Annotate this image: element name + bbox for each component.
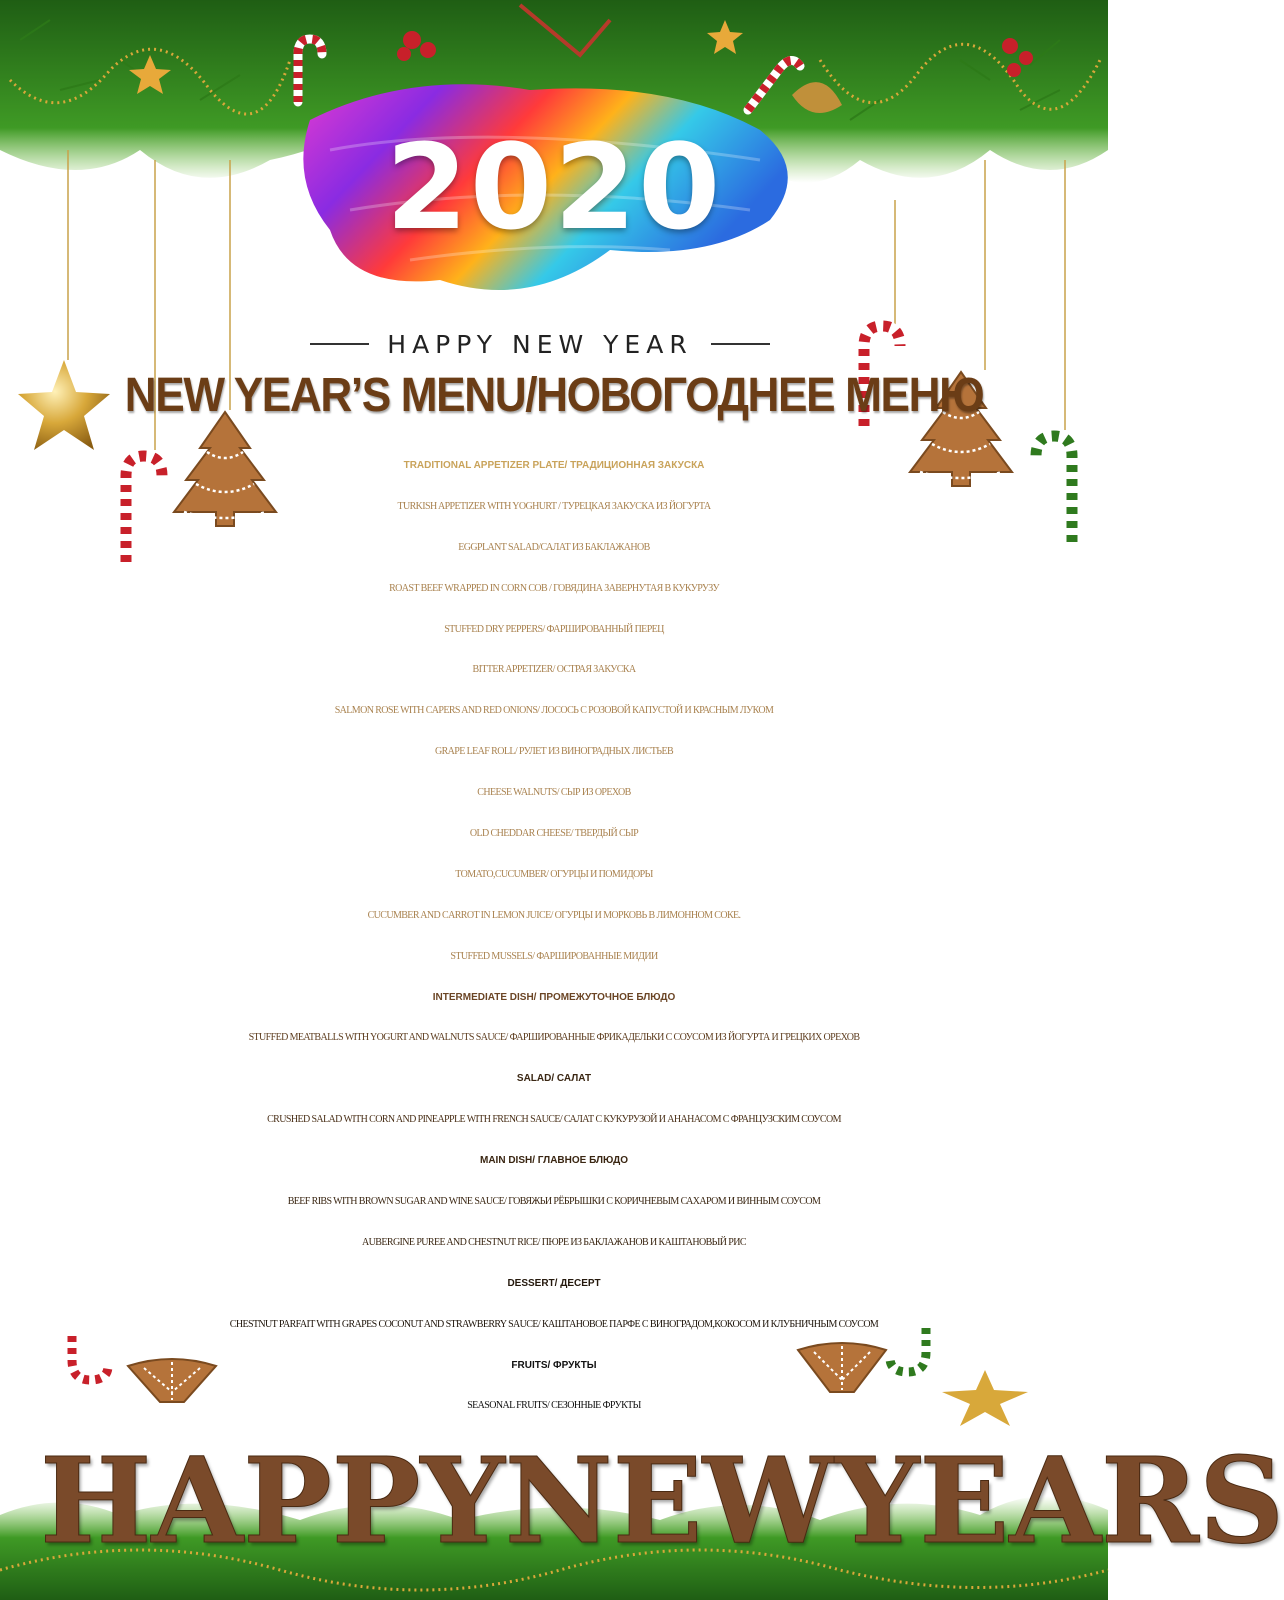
menu-section-heading: SALAD/ САЛАТ: [516, 1073, 592, 1085]
gingerbread-leaf-icon: [794, 1340, 890, 1396]
menu-item: STUFFED MEATBALLS WITH YOGURT AND WALNUTS SAUCE/ ФАРШИРОВАННЫЕ ФРИКАДЕЛЬКИ С СОУСОМ ИЗ ЙОГУРТА И ГРЕЦКИХ ОРЕХОВ: [248, 1032, 860, 1044]
menu-item: SEASONAL FRUITS/ СЕЗОННЫЕ ФРУКТЫ: [467, 1400, 641, 1412]
menu-item: BITTER APPETIZER/ ОСТРАЯ ЗАКУСКА: [472, 664, 636, 676]
menu-item: STUFFED DRY PEPPERS/ ФАРШИРОВАННЫЙ ПЕРЕЦ: [444, 623, 664, 635]
menu-item: OLD CHEDDAR CHEESE/ ТВЕРДЫЙ СЫР: [469, 828, 639, 840]
banner-letter: P: [331, 1431, 421, 1570]
star-ornament-icon: [940, 1368, 1030, 1428]
menu-item: GRAPE LEAF ROLL/ РУЛЕТ ИЗ ВИНОГРАДНЫХ ЛИСТЬЕВ: [434, 746, 674, 758]
menu-section-heading: FRUITS/ ФРУКТЫ: [511, 1359, 597, 1371]
menu-title: NEW YEAR’S MENU/НОВОГОДНЕЕ МЕНЮ: [124, 369, 984, 422]
menu-section-heading: MAIN DISH/ ГЛАВНОЕ БЛЮДО: [479, 1155, 629, 1167]
banner-letter: S: [1198, 1431, 1284, 1570]
banner-letter: R: [1100, 1431, 1199, 1570]
subtitle-text: HAPPY NEW YEAR: [387, 329, 693, 359]
candy-cane-icon: [882, 1322, 936, 1382]
banner-letter: A: [1009, 1431, 1101, 1570]
happy-new-year-subtitle: [310, 324, 770, 364]
menu-section-heading: TRADITIONAL APPETIZER PLATE/ ТРАДИЦИОННАЯ ЗАКУСКА: [403, 460, 705, 471]
banner-letter: A: [151, 1431, 244, 1570]
menu-item: CHESTNUT PARFAIT WITH GRAPES COCONUT AND STRAWBERRY SAUCE/ КАШТАНОВОЕ ПАРФЕ С ВИНОГРАДОМ,КОКОСОМ И КЛУБНИЧНЫМ СОУСОМ: [229, 1318, 879, 1330]
gingerbread-leaf-icon: [124, 1356, 220, 1406]
menu-section-heading: INTERMEDIATE DISH/ ПРОМЕЖУТОЧНОЕ БЛЮДО: [432, 991, 676, 1003]
banner-letter: Y: [835, 1431, 920, 1570]
banner-letter: E: [612, 1431, 703, 1570]
year-heading: 2020: [385, 118, 723, 256]
menu-item: CRUSHED SALAD WITH CORN AND PINEAPPLE WITH FRENCH SAUCE/ САЛАТ С КУКУРУЗОЙ И АНАНАСОМ С ФРАНЦУЗСКИМ СОУСОМ: [267, 1114, 841, 1126]
banner-letter: W: [702, 1431, 836, 1570]
banner-letter: H: [40, 1431, 152, 1570]
menu-list: [0, 446, 1108, 1427]
menu-item: BEEF RIBS WITH BROWN SUGAR AND WINE SAUCE/ ГОВЯЖЬИ РЁБРЫШКИ С КОРИЧНЕВЫМ САХАРОМ И ВИННЫМ СОУСОМ: [287, 1196, 821, 1208]
divider-line: [711, 343, 770, 345]
menu-item: EGGPLANT SALAD/САЛАТ ИЗ БАКЛАЖАНОВ: [458, 541, 650, 553]
banner-letter: N: [504, 1431, 613, 1570]
menu-item: ROAST BEEF WRAPPED IN CORN COB / ГОВЯДИНА ЗАВЕРНУТАЯ В КУКУРУЗУ: [389, 582, 719, 594]
menu-item: CHEESE WALNUTS/ СЫР ИЗ ОРЕХОВ: [477, 787, 631, 799]
divider-line: [310, 343, 369, 345]
banner-letter: P: [243, 1431, 332, 1570]
menu-section-heading: DESSERT/ ДЕСЕРТ: [507, 1277, 601, 1289]
menu-item: STUFFED MUSSELS/ ФАРШИРОВАННЫЕ МИДИИ: [450, 950, 658, 962]
candy-cane-icon: [62, 1330, 116, 1390]
banner-letter: Y: [420, 1431, 505, 1570]
menu-item: AUBERGINE PUREE AND CHESTNUT RICE/ ПЮРЕ ИЗ БАКЛАЖАНОВ И КАШТАНОВЫЙ РИС: [362, 1236, 746, 1248]
menu-item: TURKISH APPETIZER WITH YOGHURT / ТУРЕЦКАЯ ЗАКУСКА ИЗ ЙОГУРТА: [397, 500, 711, 512]
happy-new-years-banner: [40, 1431, 1284, 1570]
banner-letter: E: [919, 1431, 1010, 1570]
menu-item: TOMATO,CUCUMBER/ ОГУРЦЫ И ПОМИДОРЫ: [455, 868, 653, 880]
menu-item: CUCUMBER AND CARROT IN LEMON JUICE/ ОГУРЦЫ И МОРКОВЬ В ЛИМОННОМ СОКЕ.: [367, 909, 741, 921]
menu-item: SALMON ROSE WITH CAPERS AND RED ONIONS/ ЛОСОСЬ С РОЗОВОЙ КАПУСТОЙ И КРАСНЫМ ЛУКОМ: [334, 705, 774, 717]
